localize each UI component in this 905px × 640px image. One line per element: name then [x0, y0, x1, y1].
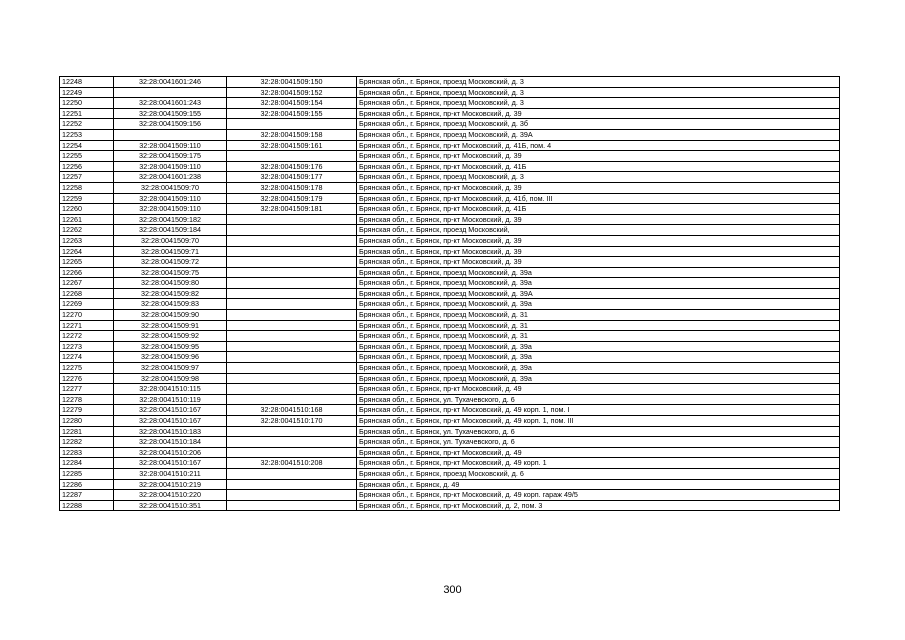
table-row: [60, 246, 840, 257]
parcel-number-cell: 32:28:0041509:155: [114, 108, 227, 119]
address-cell: Брянская обл., г. Брянск, ул. Тухачевского, д. 6: [357, 394, 840, 405]
table-row: [60, 257, 840, 268]
row-number-cell: 12277: [60, 384, 114, 395]
parcel-number-cell: [114, 87, 227, 98]
table-row: [60, 129, 840, 140]
table-row: [60, 235, 840, 246]
table-row: [60, 87, 840, 98]
parcel-number-cell: 32:28:0041509:70: [114, 235, 227, 246]
building-number-cell: [227, 278, 357, 289]
row-number-cell: 12268: [60, 288, 114, 299]
parcel-number-cell: 32:28:0041509:110: [114, 193, 227, 204]
parcel-number-cell: 32:28:0041509:82: [114, 288, 227, 299]
row-number-cell: 12258: [60, 182, 114, 193]
table-row: [60, 447, 840, 458]
table-row: [60, 98, 840, 109]
address-cell: Брянская обл., г. Брянск, пр-кт Московский, д. 39: [357, 235, 840, 246]
row-number-cell: 12262: [60, 225, 114, 236]
building-number-cell: [227, 500, 357, 511]
building-number-cell: [227, 235, 357, 246]
building-number-cell: [227, 267, 357, 278]
building-number-cell: [227, 119, 357, 130]
table-row: [60, 479, 840, 490]
building-number-cell: [227, 373, 357, 384]
building-number-cell: [227, 151, 357, 162]
address-cell: Брянская обл., г. Брянск, пр-кт Московский, д. 39: [357, 257, 840, 268]
parcel-number-cell: 32:28:0041509:182: [114, 214, 227, 225]
table-row: [60, 341, 840, 352]
address-cell: Брянская обл., г. Брянск, проезд Московский, д. 6: [357, 468, 840, 479]
building-number-cell: 32:28:0041509:177: [227, 172, 357, 183]
row-number-cell: 12259: [60, 193, 114, 204]
table-row: [60, 352, 840, 363]
parcel-number-cell: 32:28:0041510:167: [114, 458, 227, 469]
row-number-cell: 12282: [60, 437, 114, 448]
parcel-number-cell: 32:28:0041510:119: [114, 394, 227, 405]
table-row: [60, 416, 840, 427]
parcel-number-cell: 32:28:0041509:110: [114, 204, 227, 215]
row-number-cell: 12275: [60, 363, 114, 374]
parcel-number-cell: 32:28:0041510:184: [114, 437, 227, 448]
address-cell: Брянская обл., г. Брянск, пр-кт Московский, д. 49 корп. 1, пом. III: [357, 416, 840, 427]
table-row: [60, 437, 840, 448]
row-number-cell: 12273: [60, 341, 114, 352]
building-number-cell: [227, 479, 357, 490]
address-cell: Брянская обл., г. Брянск, проезд Московский, д. 3: [357, 77, 840, 88]
table-row: [60, 108, 840, 119]
parcel-number-cell: 32:28:0041509:110: [114, 161, 227, 172]
building-number-cell: 32:28:0041509:161: [227, 140, 357, 151]
building-number-cell: [227, 299, 357, 310]
address-cell: Брянская обл., г. Брянск, проезд Московский, д. 39а: [357, 363, 840, 374]
address-cell: Брянская обл., г. Брянск, пр-кт Московский, д. 39: [357, 182, 840, 193]
row-number-cell: 12264: [60, 246, 114, 257]
row-number-cell: 12276: [60, 373, 114, 384]
building-number-cell: [227, 310, 357, 321]
parcel-number-cell: 32:28:0041510:351: [114, 500, 227, 511]
building-number-cell: [227, 437, 357, 448]
parcel-number-cell: 32:28:0041509:92: [114, 331, 227, 342]
parcel-number-cell: 32:28:0041509:75: [114, 267, 227, 278]
building-number-cell: 32:28:0041509:158: [227, 129, 357, 140]
address-cell: Брянская обл., г. Брянск, проезд Московский, д. 3б: [357, 119, 840, 130]
building-number-cell: [227, 225, 357, 236]
parcel-number-cell: 32:28:0041509:175: [114, 151, 227, 162]
parcel-number-cell: 32:28:0041510:211: [114, 468, 227, 479]
row-number-cell: 12257: [60, 172, 114, 183]
row-number-cell: 12281: [60, 426, 114, 437]
address-cell: Брянская обл., г. Брянск, проезд Московский, д. 39А: [357, 288, 840, 299]
row-number-cell: 12285: [60, 468, 114, 479]
parcel-number-cell: 32:28:0041509:95: [114, 341, 227, 352]
building-number-cell: [227, 394, 357, 405]
row-number-cell: 12265: [60, 257, 114, 268]
address-cell: Брянская обл., г. Брянск, пр-кт Московский, д. 41Б: [357, 204, 840, 215]
row-number-cell: 12250: [60, 98, 114, 109]
table-row: [60, 310, 840, 321]
parcel-number-cell: 32:28:0041510:219: [114, 479, 227, 490]
table-row: [60, 426, 840, 437]
address-cell: Брянская обл., г. Брянск, проезд Московский, д. 3: [357, 87, 840, 98]
parcel-number-cell: 32:28:0041509:72: [114, 257, 227, 268]
table-row: [60, 373, 840, 384]
parcel-number-cell: 32:28:0041509:98: [114, 373, 227, 384]
table-row: [60, 172, 840, 183]
row-number-cell: 12253: [60, 129, 114, 140]
row-number-cell: 12255: [60, 151, 114, 162]
building-number-cell: 32:28:0041509:155: [227, 108, 357, 119]
parcel-number-cell: 32:28:0041510:167: [114, 405, 227, 416]
parcel-number-cell: 32:28:0041509:80: [114, 278, 227, 289]
parcel-number-cell: 32:28:0041510:167: [114, 416, 227, 427]
table-row: [60, 214, 840, 225]
row-number-cell: 12278: [60, 394, 114, 405]
table-row: [60, 288, 840, 299]
table-row: [60, 193, 840, 204]
building-number-cell: 32:28:0041510:170: [227, 416, 357, 427]
page-number: 300: [443, 584, 462, 596]
row-number-cell: 12286: [60, 479, 114, 490]
address-cell: Брянская обл., г. Брянск, пр-кт Московский, д. 49 корп. 1: [357, 458, 840, 469]
parcel-number-cell: 32:28:0041601:246: [114, 77, 227, 88]
parcel-number-cell: 32:28:0041509:156: [114, 119, 227, 130]
table-row: [60, 140, 840, 151]
row-number-cell: 12254: [60, 140, 114, 151]
building-number-cell: [227, 426, 357, 437]
address-cell: Брянская обл., г. Брянск, проезд Московский, д. 39а: [357, 373, 840, 384]
address-cell: Брянская обл., г. Брянск, проезд Московский, д. 3: [357, 98, 840, 109]
row-number-cell: 12274: [60, 352, 114, 363]
address-cell: Брянская обл., г. Брянск, проезд Московский, д. 39а: [357, 341, 840, 352]
address-cell: Брянская обл., г. Брянск, ул. Тухачевского, д. 6: [357, 426, 840, 437]
address-cell: Брянская обл., г. Брянск, проезд Московский, д. 31: [357, 320, 840, 331]
table-row: [60, 299, 840, 310]
row-number-cell: 12248: [60, 77, 114, 88]
address-cell: Брянская обл., г. Брянск, пр-кт Московский, д. 39: [357, 151, 840, 162]
parcel-number-cell: 32:28:0041509:184: [114, 225, 227, 236]
table-row: [60, 119, 840, 130]
building-number-cell: [227, 320, 357, 331]
building-number-cell: [227, 331, 357, 342]
row-number-cell: 12263: [60, 235, 114, 246]
table-row: [60, 331, 840, 342]
table-row: [60, 363, 840, 374]
address-cell: Брянская обл., г. Брянск, проезд Московский,: [357, 225, 840, 236]
address-cell: Брянская обл., г. Брянск, проезд Московский, д. 31: [357, 310, 840, 321]
table-row: [60, 267, 840, 278]
address-cell: Брянская обл., г. Брянск, пр-кт Московский, д. 49 корп. гараж 49/5: [357, 490, 840, 501]
row-number-cell: 12287: [60, 490, 114, 501]
address-cell: Брянская обл., г. Брянск, проезд Московский, д. 39а: [357, 299, 840, 310]
address-cell: Брянская обл., г. Брянск, пр-кт Московский, д. 2, пом. 3: [357, 500, 840, 511]
parcel-number-cell: 32:28:0041509:97: [114, 363, 227, 374]
row-number-cell: 12261: [60, 214, 114, 225]
building-number-cell: [227, 246, 357, 257]
row-number-cell: 12266: [60, 267, 114, 278]
address-cell: Брянская обл., г. Брянск, проезд Московский, д. 31: [357, 331, 840, 342]
building-number-cell: 32:28:0041509:181: [227, 204, 357, 215]
table-row: [60, 394, 840, 405]
table-row: [60, 182, 840, 193]
row-number-cell: 12260: [60, 204, 114, 215]
row-number-cell: 12272: [60, 331, 114, 342]
parcel-number-cell: 32:28:0041509:110: [114, 140, 227, 151]
address-cell: Брянская обл., г. Брянск, пр-кт Московский, д. 49: [357, 447, 840, 458]
row-number-cell: 12288: [60, 500, 114, 511]
address-cell: Брянская обл., г. Брянск, ул. Тухачевского, д. 6: [357, 437, 840, 448]
row-number-cell: 12267: [60, 278, 114, 289]
building-number-cell: 32:28:0041510:208: [227, 458, 357, 469]
building-number-cell: [227, 363, 357, 374]
address-cell: Брянская обл., г. Брянск, пр-кт Московский, д. 49 корп. 1, пом. I: [357, 405, 840, 416]
table-row: [60, 151, 840, 162]
table-row: [60, 468, 840, 479]
building-number-cell: [227, 352, 357, 363]
building-number-cell: [227, 341, 357, 352]
address-cell: Брянская обл., г. Брянск, пр-кт Московский, д. 41Б, пом. 4: [357, 140, 840, 151]
row-number-cell: 12283: [60, 447, 114, 458]
building-number-cell: 32:28:0041509:178: [227, 182, 357, 193]
parcel-number-cell: 32:28:0041509:83: [114, 299, 227, 310]
table-row: [60, 225, 840, 236]
building-number-cell: [227, 490, 357, 501]
building-number-cell: 32:28:0041509:154: [227, 98, 357, 109]
parcel-number-cell: 32:28:0041509:70: [114, 182, 227, 193]
parcel-number-cell: 32:28:0041509:90: [114, 310, 227, 321]
row-number-cell: 12284: [60, 458, 114, 469]
building-number-cell: 32:28:0041509:179: [227, 193, 357, 204]
table-row: [60, 161, 840, 172]
table-row: [60, 490, 840, 501]
building-number-cell: [227, 384, 357, 395]
address-cell: Брянская обл., г. Брянск, пр-кт Московский, д. 41б, пом. III: [357, 193, 840, 204]
building-number-cell: 32:28:0041510:168: [227, 405, 357, 416]
row-number-cell: 12252: [60, 119, 114, 130]
address-cell: Брянская обл., г. Брянск, пр-кт Московский, д. 49: [357, 384, 840, 395]
parcel-number-cell: [114, 129, 227, 140]
parcel-number-cell: 32:28:0041601:238: [114, 172, 227, 183]
table-row: [60, 384, 840, 395]
address-cell: Брянская обл., г. Брянск, пр-кт Московский, д. 41Б: [357, 161, 840, 172]
parcel-number-cell: 32:28:0041509:91: [114, 320, 227, 331]
parcel-number-cell: 32:28:0041510:183: [114, 426, 227, 437]
address-cell: Брянская обл., г. Брянск, пр-кт Московский, д. 39: [357, 246, 840, 257]
address-cell: Брянская обл., г. Брянск, пр-кт Московский, д. 39: [357, 214, 840, 225]
row-number-cell: 12256: [60, 161, 114, 172]
parcel-number-cell: 32:28:0041509:71: [114, 246, 227, 257]
table-row: [60, 77, 840, 88]
table-row: [60, 405, 840, 416]
parcel-number-cell: 32:28:0041601:243: [114, 98, 227, 109]
row-number-cell: 12279: [60, 405, 114, 416]
building-number-cell: [227, 468, 357, 479]
building-number-cell: 32:28:0041509:152: [227, 87, 357, 98]
building-number-cell: [227, 447, 357, 458]
parcel-number-cell: 32:28:0041510:220: [114, 490, 227, 501]
building-number-cell: [227, 288, 357, 299]
parcel-number-cell: 32:28:0041509:96: [114, 352, 227, 363]
address-cell: Брянская обл., г. Брянск, д. 49: [357, 479, 840, 490]
address-cell: Брянская обл., г. Брянск, проезд Московский, д. 39а: [357, 267, 840, 278]
address-cell: Брянская обл., г. Брянск, проезд Московский, д. 39а: [357, 278, 840, 289]
table-row: [60, 500, 840, 511]
address-cell: Брянская обл., г. Брянск, проезд Московский, д. 3: [357, 172, 840, 183]
row-number-cell: 12249: [60, 87, 114, 98]
property-table: [59, 76, 840, 511]
address-cell: Брянская обл., г. Брянск, пр-кт Московский, д. 39: [357, 108, 840, 119]
table-row: [60, 278, 840, 289]
property-table-body: [60, 77, 840, 511]
building-number-cell: 32:28:0041509:150: [227, 77, 357, 88]
parcel-number-cell: 32:28:0041510:115: [114, 384, 227, 395]
table-row: [60, 204, 840, 215]
row-number-cell: 12251: [60, 108, 114, 119]
table-row: [60, 320, 840, 331]
table-row: [60, 458, 840, 469]
row-number-cell: 12270: [60, 310, 114, 321]
row-number-cell: 12280: [60, 416, 114, 427]
row-number-cell: 12269: [60, 299, 114, 310]
row-number-cell: 12271: [60, 320, 114, 331]
building-number-cell: [227, 257, 357, 268]
address-cell: Брянская обл., г. Брянск, проезд Московский, д. 39А: [357, 129, 840, 140]
building-number-cell: [227, 214, 357, 225]
address-cell: Брянская обл., г. Брянск, проезд Московский, д. 39а: [357, 352, 840, 363]
building-number-cell: 32:28:0041509:176: [227, 161, 357, 172]
parcel-number-cell: 32:28:0041510:206: [114, 447, 227, 458]
